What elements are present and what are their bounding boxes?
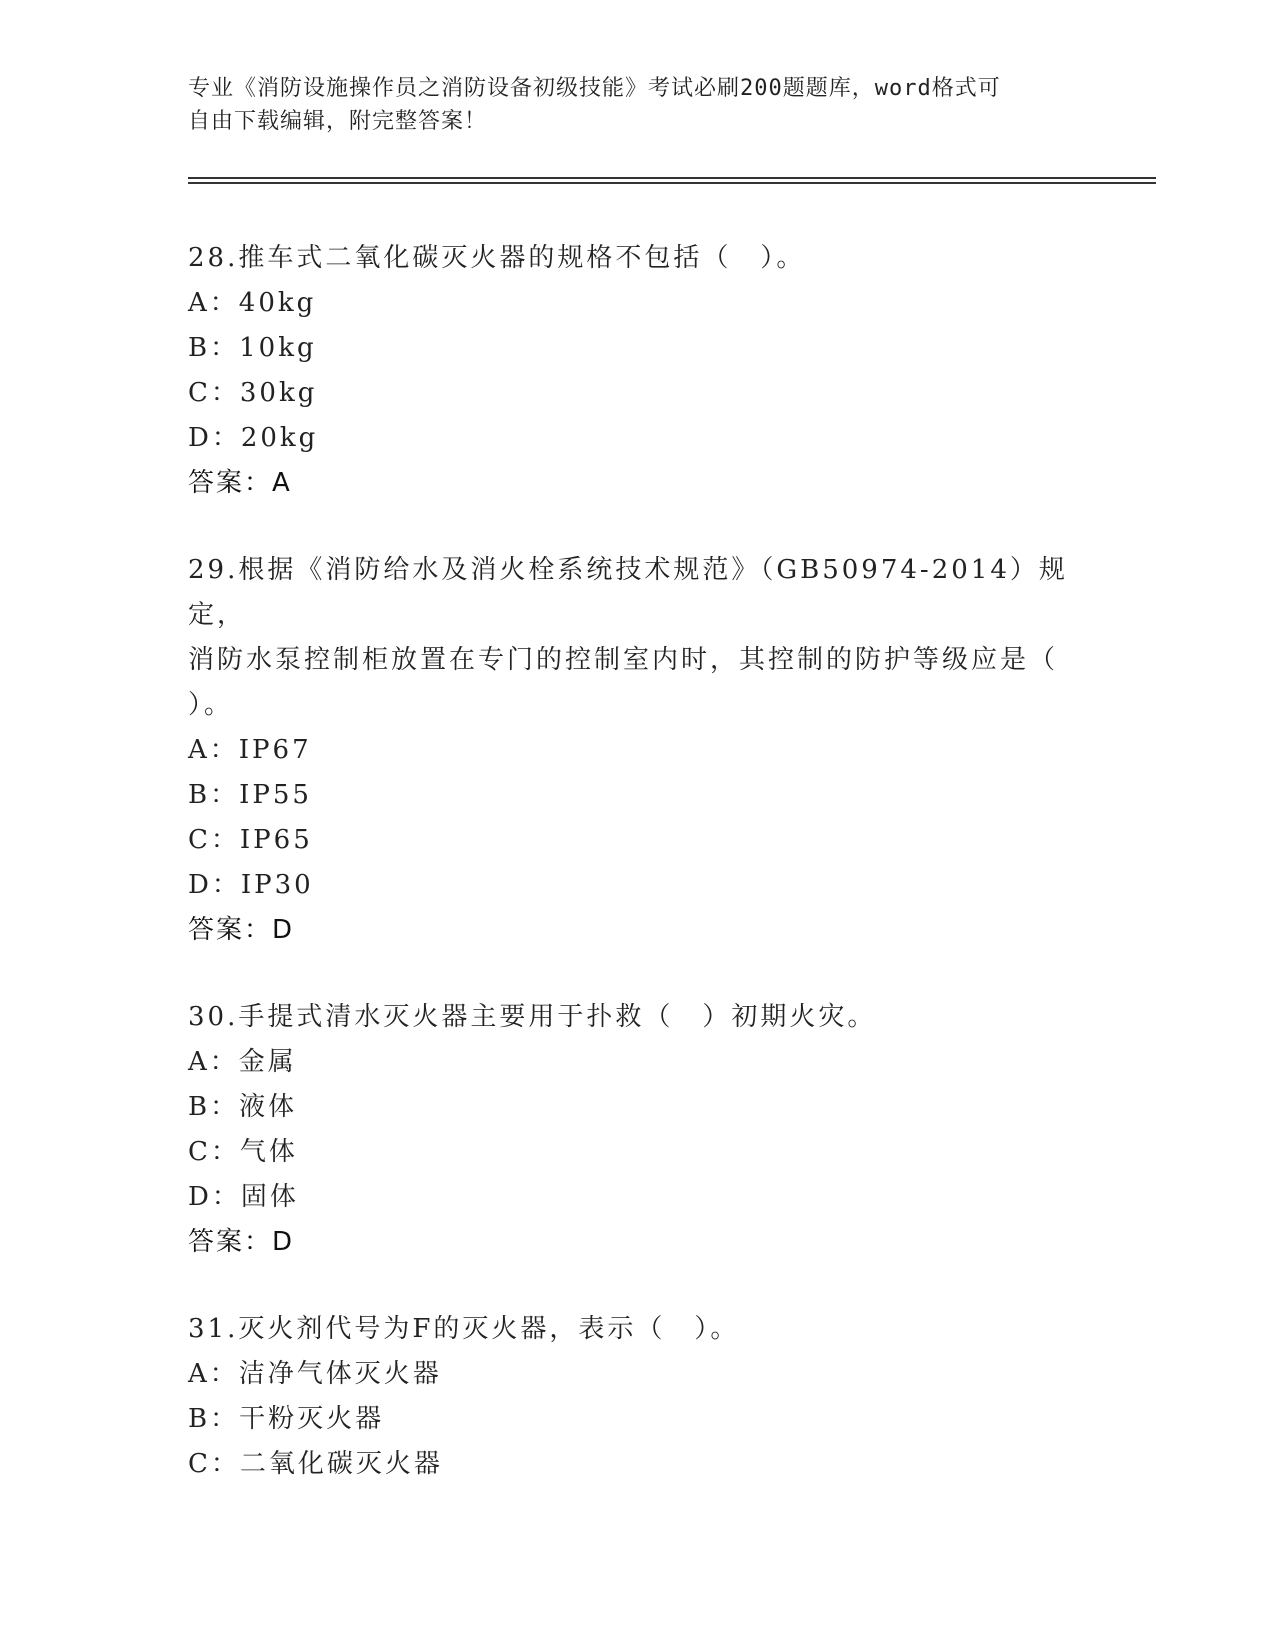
option-a: A：金属 bbox=[188, 1047, 297, 1077]
answer-text: 答案：A bbox=[188, 468, 292, 498]
option-b: B：液体 bbox=[188, 1092, 298, 1122]
option-c: C：二氧化碳灭火器 bbox=[188, 1449, 443, 1479]
option-a: A：40kg bbox=[188, 288, 317, 318]
question-text: 31.灭火剂代号为F的灭火器，表示（ ）。 bbox=[188, 1314, 740, 1344]
document-header bbox=[188, 72, 1068, 138]
question-29 bbox=[188, 548, 1088, 953]
answer-text: 答案：D bbox=[188, 1227, 295, 1257]
option-b: B：10kg bbox=[188, 333, 317, 363]
question-31 bbox=[188, 1307, 1088, 1487]
question-text-line-1: 29.根据《消防给水及消火栓系统技术规范》（GB50974-2014）规定， bbox=[188, 555, 1068, 630]
answer-text: 答案：D bbox=[188, 915, 295, 945]
header-line-1: 专业《消防设施操作员之消防设备初级技能》考试必刷200题题库，word格式可 bbox=[188, 76, 1001, 101]
header-divider-top bbox=[188, 177, 1156, 179]
question-30 bbox=[188, 995, 1088, 1265]
option-b: B：IP55 bbox=[188, 780, 312, 810]
option-d: D：IP30 bbox=[188, 870, 314, 900]
option-d: D：固体 bbox=[188, 1182, 299, 1212]
question-28 bbox=[188, 236, 1088, 506]
option-a: A：IP67 bbox=[188, 735, 312, 765]
header-line-2: 自由下载编辑，附完整答案！ bbox=[188, 109, 488, 134]
option-d: D：20kg bbox=[188, 423, 319, 453]
header-divider-bottom bbox=[188, 182, 1156, 184]
option-c: C：30kg bbox=[188, 378, 318, 408]
question-list bbox=[188, 236, 1088, 1529]
option-c: C：气体 bbox=[188, 1137, 298, 1167]
question-text: 28.推车式二氧化碳灭火器的规格不包括（ ）。 bbox=[188, 243, 806, 273]
question-text: 30.手提式清水灭火器主要用于扑救（ ）初期火灾。 bbox=[188, 1002, 877, 1032]
option-c: C：IP65 bbox=[188, 825, 313, 855]
option-a: A：洁净气体灭火器 bbox=[188, 1359, 442, 1389]
option-b: B：干粉灭火器 bbox=[188, 1404, 385, 1434]
question-text-line-3: ）。 bbox=[188, 690, 234, 720]
question-text-line-2: 消防水泵控制柜放置在专门的控制室内时，其控制的防护等级应是（ bbox=[188, 645, 1059, 675]
